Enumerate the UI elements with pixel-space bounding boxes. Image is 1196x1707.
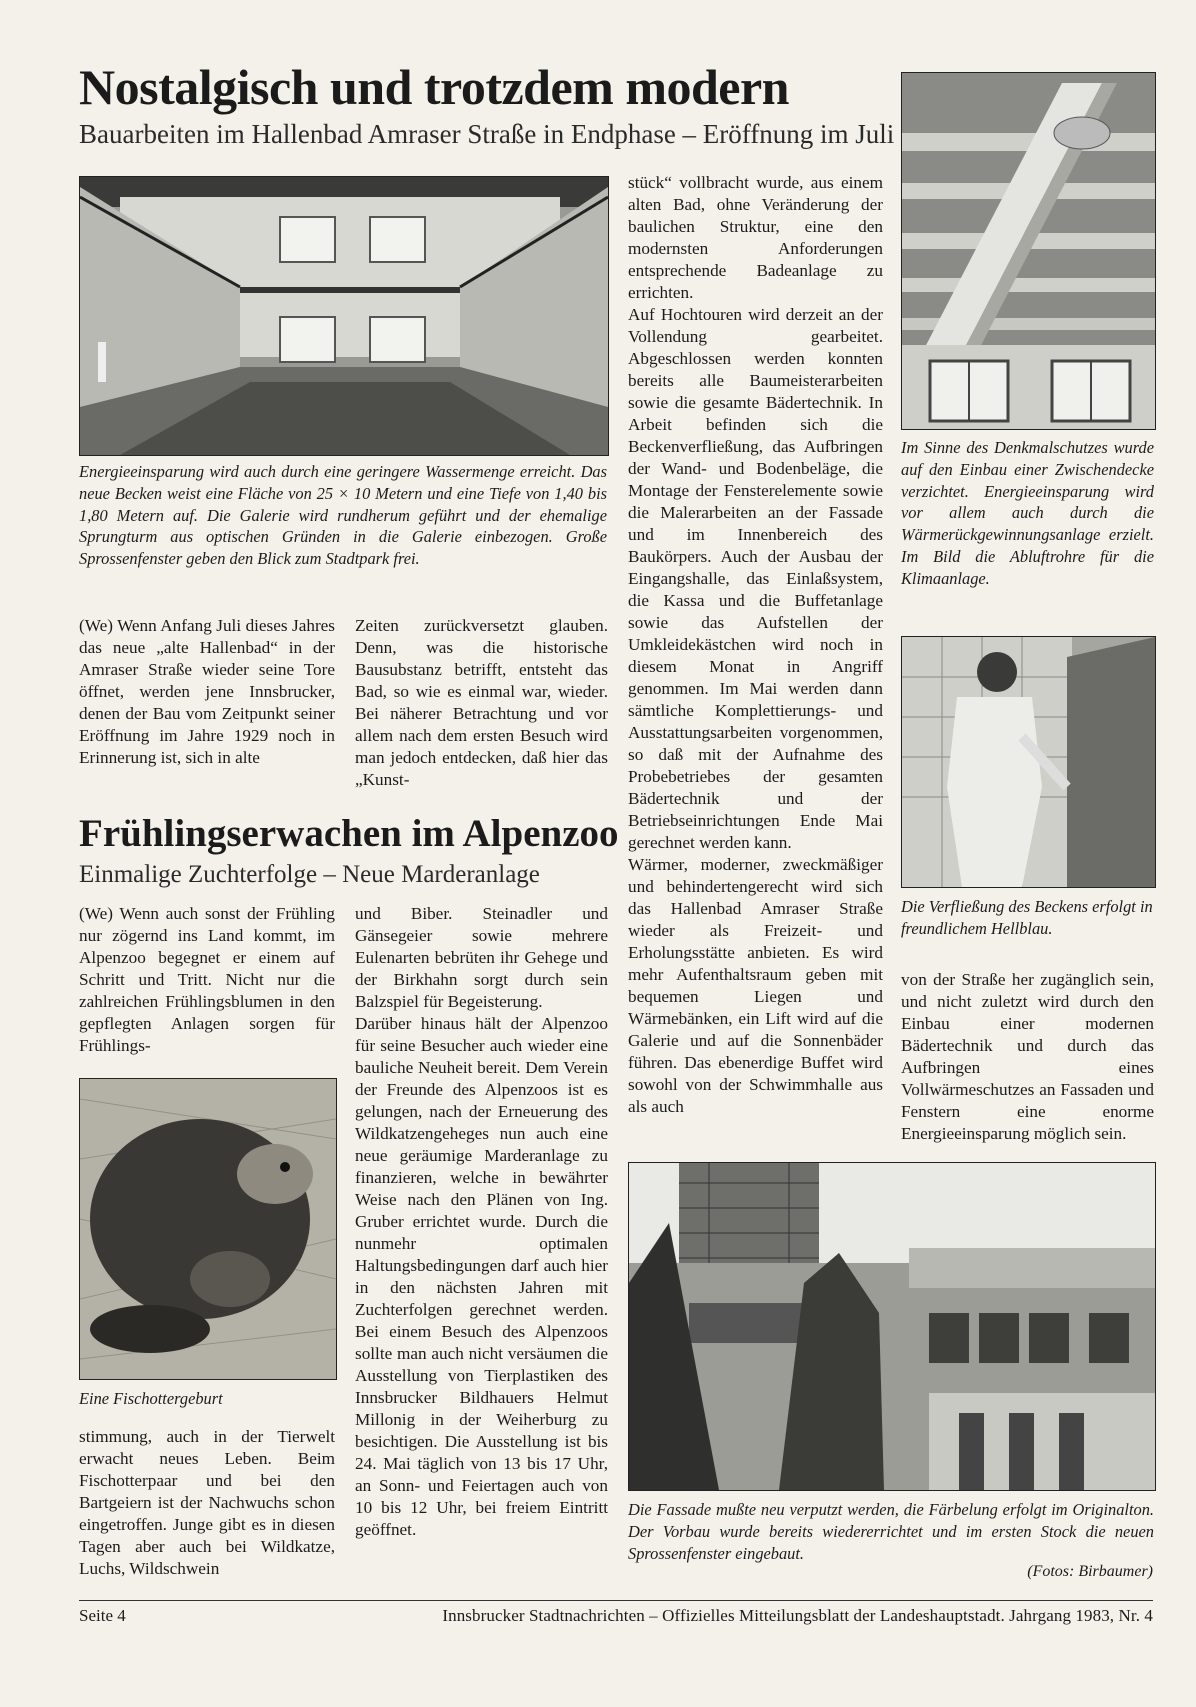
article2-subheadline: Einmalige Zuchterfolge – Neue Marderanlage [79, 861, 540, 888]
photo-tiling-worker [901, 636, 1156, 888]
article1-column-1: (We) Wenn Anfang Juli dieses Jahres das neue „alte Hallenbad“ in der Amraser Straße wieder seine Tore öffnet, werden jene Innsbrucker, denen der Bau vom Zeitpunkt seiner Eröffnung im Jahre 1929 noch in Erinnerung ist, sich in alte [79, 616, 335, 767]
photo-otter [79, 1078, 337, 1380]
caption-otter: Eine Fischottergeburt [79, 1389, 223, 1408]
caption-swimming-hall: Energieeinsparung wird auch durch eine geringere Wassermenge erreicht. Das neue Becken weist eine Fläche von 25 × 10 Metern und eine Tiefe von 1,40 bis 1,80 Metern auf. Die Galerie wird rundherum geführt und der ehemalige Sprungturm aus optischen Gründen in die Galerie einbezogen. Große Sprossenfenster geben den Blick zum Stadtpark frei. [79, 462, 607, 569]
photo-ceiling-ducts [901, 72, 1156, 430]
photo-credit: (Fotos: Birbaumer) [1027, 1563, 1153, 1580]
footer-masthead: Innsbrucker Stadtnachrichten – Offizielles Mitteilungsblatt der Landeshauptstadt. Jahrgang 1983, Nr. 4 [442, 1606, 1153, 1625]
caption-tiling-worker: Die Verfließung des Beckens erfolgt in freundlichem Hellblau. [901, 897, 1153, 938]
article1-column-4: von der Straße her zugänglich sein, und nicht zuletzt wird durch den Einbau einer modernen Bädertechnik und durch das Aufbringen eines Vollwärmeschutzes an Fassaden und Fenstern eine enorme Energieeinsparung möglich sein. [901, 970, 1154, 1143]
article2-column-1-bottom: stimmung, auch in der Tierwelt erwacht neues Leben. Beim Fischotterpaar und bei den Bartgeiern ist der Nachwuchs schon eingetroffen. Junge gibt es in diesen Tagen aber auch bei Wildkatze, Luchs, Wildschwein [79, 1427, 335, 1578]
article1-subheadline: Bauarbeiten im Hallenbad Amraser Straße in Endphase – Eröffnung im Juli [79, 119, 895, 149]
article1-column-2: Zeiten zurückversetzt glauben. Denn, was die historische Bausubstanz betrifft, entsteht das Bad, so wie es einmal war, wieder. Bei näherer Betrachtung und vor allem nach dem ersten Besuch wird man jedoch entdecken, daß hier das „Kunst- [355, 616, 608, 789]
article2-headline: Frühlingserwachen im Alpenzoo [79, 812, 619, 855]
article2-column-2: und Biber. Steinadler und Gänsegeier sowie mehrere Eulenarten bebrüten ihr Gehege und der Birkhahn sorgt durch sein Balzspiel für Begeisterung. Darüber hinaus hält der Alpenzoo für seine Besucher auch wieder eine bauliche Neuheit bereit. Dem Verein der Freunde des Alpenzoos ist es gelungen, nach der Erneuerung des Wildkatzengeheges nun auch eine neue geräumige Marderanlage zu finanzieren, welche in bewährter Weise nach den Plänen von Ing. Gruber errichtet wurde. Durch die nunmehr optimalen Haltungsbedingungen darf auch hier in den nächsten Jahren mit Zuchterfolgen gerechnet werden. Bei einem Besuch des Alpenzoos sollte man auch nicht versäumen die Ausstellung von Tierplastiken des Innsbrucker Bildhauers Helmut Millonig in der Weiherburg zu besichtigen. Die Ausstellung ist bis 24. Mai täglich von 13 bis 17 Uhr, an Sonn- und Feiertagen auch von 10 bis 12 Uhr, bei freiem Eintritt geöffnet. [355, 904, 608, 1539]
article1-headline: Nostalgisch und trotzdem modern [79, 59, 789, 115]
photo-facade [628, 1162, 1156, 1491]
article2-column-1-top: (We) Wenn auch sonst der Frühling nur zögernd ins Land kommt, im Alpenzoo begegnet er einem auf Schritt und Tritt. Nicht nur die zahlreichen Frühlingsblumen in den gepflegten Anlagen sorgen für Frühlings- [79, 904, 335, 1055]
caption-ceiling-ducts: Im Sinne des Denkmalschutzes wurde auf den Einbau einer Zwischendecke verzichtet. Energieeinsparung wird vor allem auch durch die Wärmerückgewinnungsanlage erzielt. Im Bild die Abluftrohre für die Klimaanlage. [901, 438, 1154, 588]
caption-facade: Die Fassade mußte neu verputzt werden, die Färbelung erfolgt im Originalton. Der Vorbau wurde bereits wiedererrichtet und im ersten Stock die neuen Sprossenfenster eingebaut. [628, 1500, 1154, 1563]
footer-rule [79, 1600, 1153, 1601]
footer-page-number: Seite 4 [79, 1606, 126, 1625]
photo-swimming-hall [79, 176, 609, 456]
article1-column-3: stück“ vollbracht wurde, aus einem alten Bad, ohne Veränderung der baulichen Struktur, eine den modernsten Anforderungen entsprechende Badeanlage zu errichten. Auf Hochtouren wird derzeit an der Vollendung gearbeitet. Abgeschlossen werden konnten bereits alle Baumeisterarbeiten sowie die gesamte Bädertechnik. In Arbeit befinden sich die Beckenverfließung, das Aufbringen der Wand- und Bodenbeläge, die Montage der Fensterelemente sowie die Malerarbeiten an der Fassade und im Innenbereich des Baukörpers. Auch der Ausbau der Eingangshalle, das Einlaßsystem, die Kassa und die Buffetanlage sowie das Aufstellen der Umkleidekästchen wird noch in diesem Monat in Angriff genommen. Im Mai werden dann sämtliche Komplettierungs- und Ausstattungsarbeiten vorgenommen, so daß mit der Aufnahme des Probebetriebes der gesamten Bädertechnik und der Betriebseinrichtungen Ende Mai gerechnet werden kann. Wärmer, moderner, zweckmäßiger und behindertengerecht wird sich das Hallenbad Amraser Straße wieder als Freizeit- und Erholungsstätte anbieten. Es wird mehr Aufenthaltsraum geben mit bequemen Liegen und Wärmebänken, ein Lift wird auf die Galerie und auf die Sonnenbäder führen. Das ebenerdige Buffet wird sowohl von der Schwimmhalle aus als auch [628, 173, 883, 1116]
